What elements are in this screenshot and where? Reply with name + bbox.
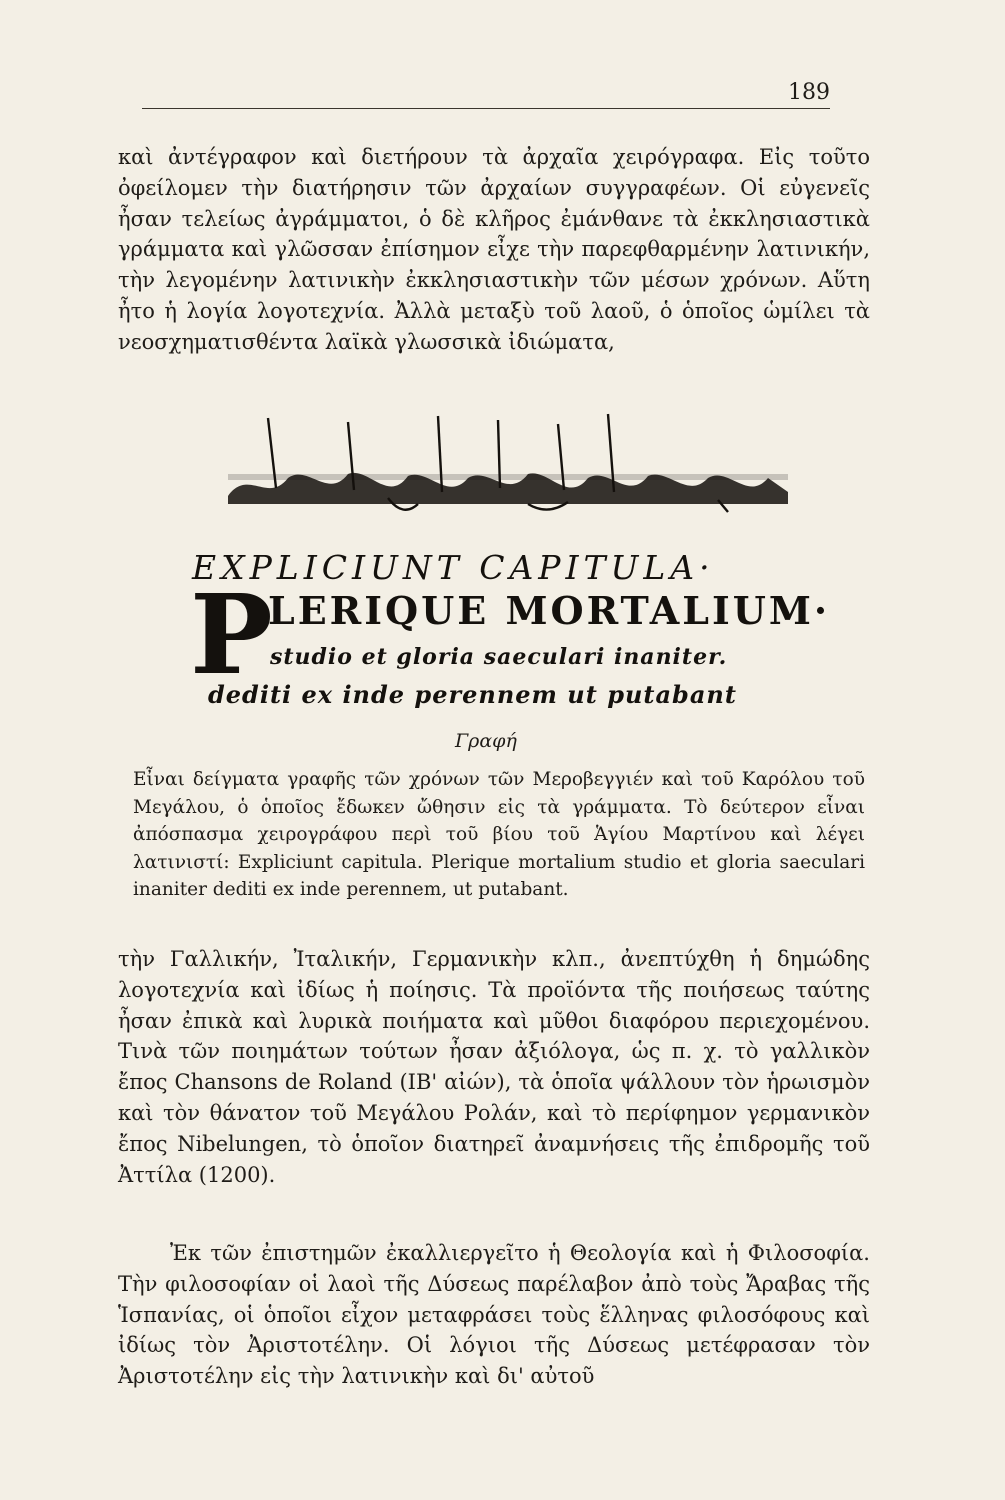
body-paragraph-2: Ἐκ τῶν ἐπιστημῶν ἐκαλλιεργεῖτο ἡ Θεολογία καὶ ἡ Φιλοσοφία. Τὴν φιλοσοφίαν οἱ λαοὶ τῆς Δύσεως παρέλαβον ἀπὸ τοὺς Ἄραβας τῆς Ἱσπανίας, οἱ ὁποῖοι εἶχον μεταφράσει τοὺς ἕλληνας φιλοσόφους καὶ ἰδίως τὸν Ἀριστοτέλην. Οἱ λόγιοι τῆς Δύσεως μετέφρασαν τὸν Ἀριστοτέλην εἰς τὴν λατινικὴν καὶ δι' αὐτοῦ bbox=[118, 1241, 870, 1389]
facsimile-line-4: dediti ex inde perennem ut putabant bbox=[208, 680, 737, 709]
header-rule bbox=[142, 108, 830, 109]
facsimile-line-2: LERIQUE MORTALIUM· bbox=[268, 588, 831, 633]
body-paragraph-1: τὴν Γαλλικήν, Ἰταλικήν, Γερμανικὴν κλπ., ἀνεπτύχθη ἡ δημώδης λογοτεχνία καὶ ἰδίως ἡ ποίησις. Τὰ προϊόντα τῆς ποιήσεως ταύτης ἦσαν ἐπικὰ καὶ λυρικὰ ποιήματα καὶ μῦθοι διαφόρου περιεχομένου. Τινὰ τῶν ποιημάτων τούτων ἦσαν ἀξιόλογα, ὡς π. χ. τὸ γαλλικὸν ἔπος Chansons de Roland (ΙΒ' αἰών), τὰ ὁποῖα ψάλλουν τὸν ἡρωισμὸν καὶ τὸν θάνατον τοῦ Μεγάλου Ρολάν, καὶ τὸ περίφημον γερμανικὸν ἔπος Nibelungen, τὸ ὁποῖον διατηρεῖ ἀναμνήσεις τῆς ἐπιδρομῆς τοῦ Ἀττίλα (1200). bbox=[118, 947, 870, 1187]
caption-label: Γραφή bbox=[455, 730, 517, 752]
decorated-initial: P bbox=[190, 570, 273, 699]
facsimile-line-3: studio et gloria saeculari inaniter. bbox=[270, 644, 728, 670]
facsimile-line-1: EXPLICIUNT CAPITULA· bbox=[192, 548, 715, 587]
manuscript-facsimile bbox=[180, 398, 831, 728]
ornamental-script-band bbox=[228, 408, 788, 518]
top-paragraph: καὶ ἀντέγραφον καὶ διετήρουν τὰ ἀρχαῖα χειρόγραφα. Εἰς τοῦτο ὀφείλομεν τὴν διατήρησιν τῶν ἀρχαίων συγγραφέων. Οἱ εὐγενεῖς ἦσαν τελείως ἀγράμματοι, ὁ δὲ κλῆρος ἐμάνθανε τὰ ἐκκλησιαστικὰ γράμματα καὶ γλῶσσαν ἐπίσημον εἶχε τὴν παρεφθαρμένην λατινικήν, τὴν λεγομένην λατινικὴν ἐκκλησιαστικὴν τῶν μέσων χρόνων. Αὕτη ἦτο ἡ λογία λογοτεχνία. Ἀλλὰ μεταξὺ τοῦ λαοῦ, ὁ ὁποῖος ὡμίλει τὰ νεοσχηματισθέντα λαϊκὰ γλωσσικὰ ἰδιώματα, bbox=[118, 145, 870, 354]
page-number: 189 bbox=[788, 80, 830, 105]
figure-caption: Εἶναι δείγματα γραφῆς τῶν χρόνων τῶν Μεροβεγγιέν καὶ τοῦ Καρόλου τοῦ Μεγάλου, ὁ ὁποῖος ἔδωκεν ὤθησιν εἰς τὰ γράμματα. Τὸ δεύτερον εἶναι ἀπόσπασμα χειρογράφου περὶ τοῦ βίου τοῦ Ἁγίου Μαρτίνου καὶ λέγει λατινιστί: Expliciunt capitula. Plerique mortalium studio et gloria saeculari inaniter dediti ex inde perennem, ut putabant. bbox=[133, 769, 865, 900]
